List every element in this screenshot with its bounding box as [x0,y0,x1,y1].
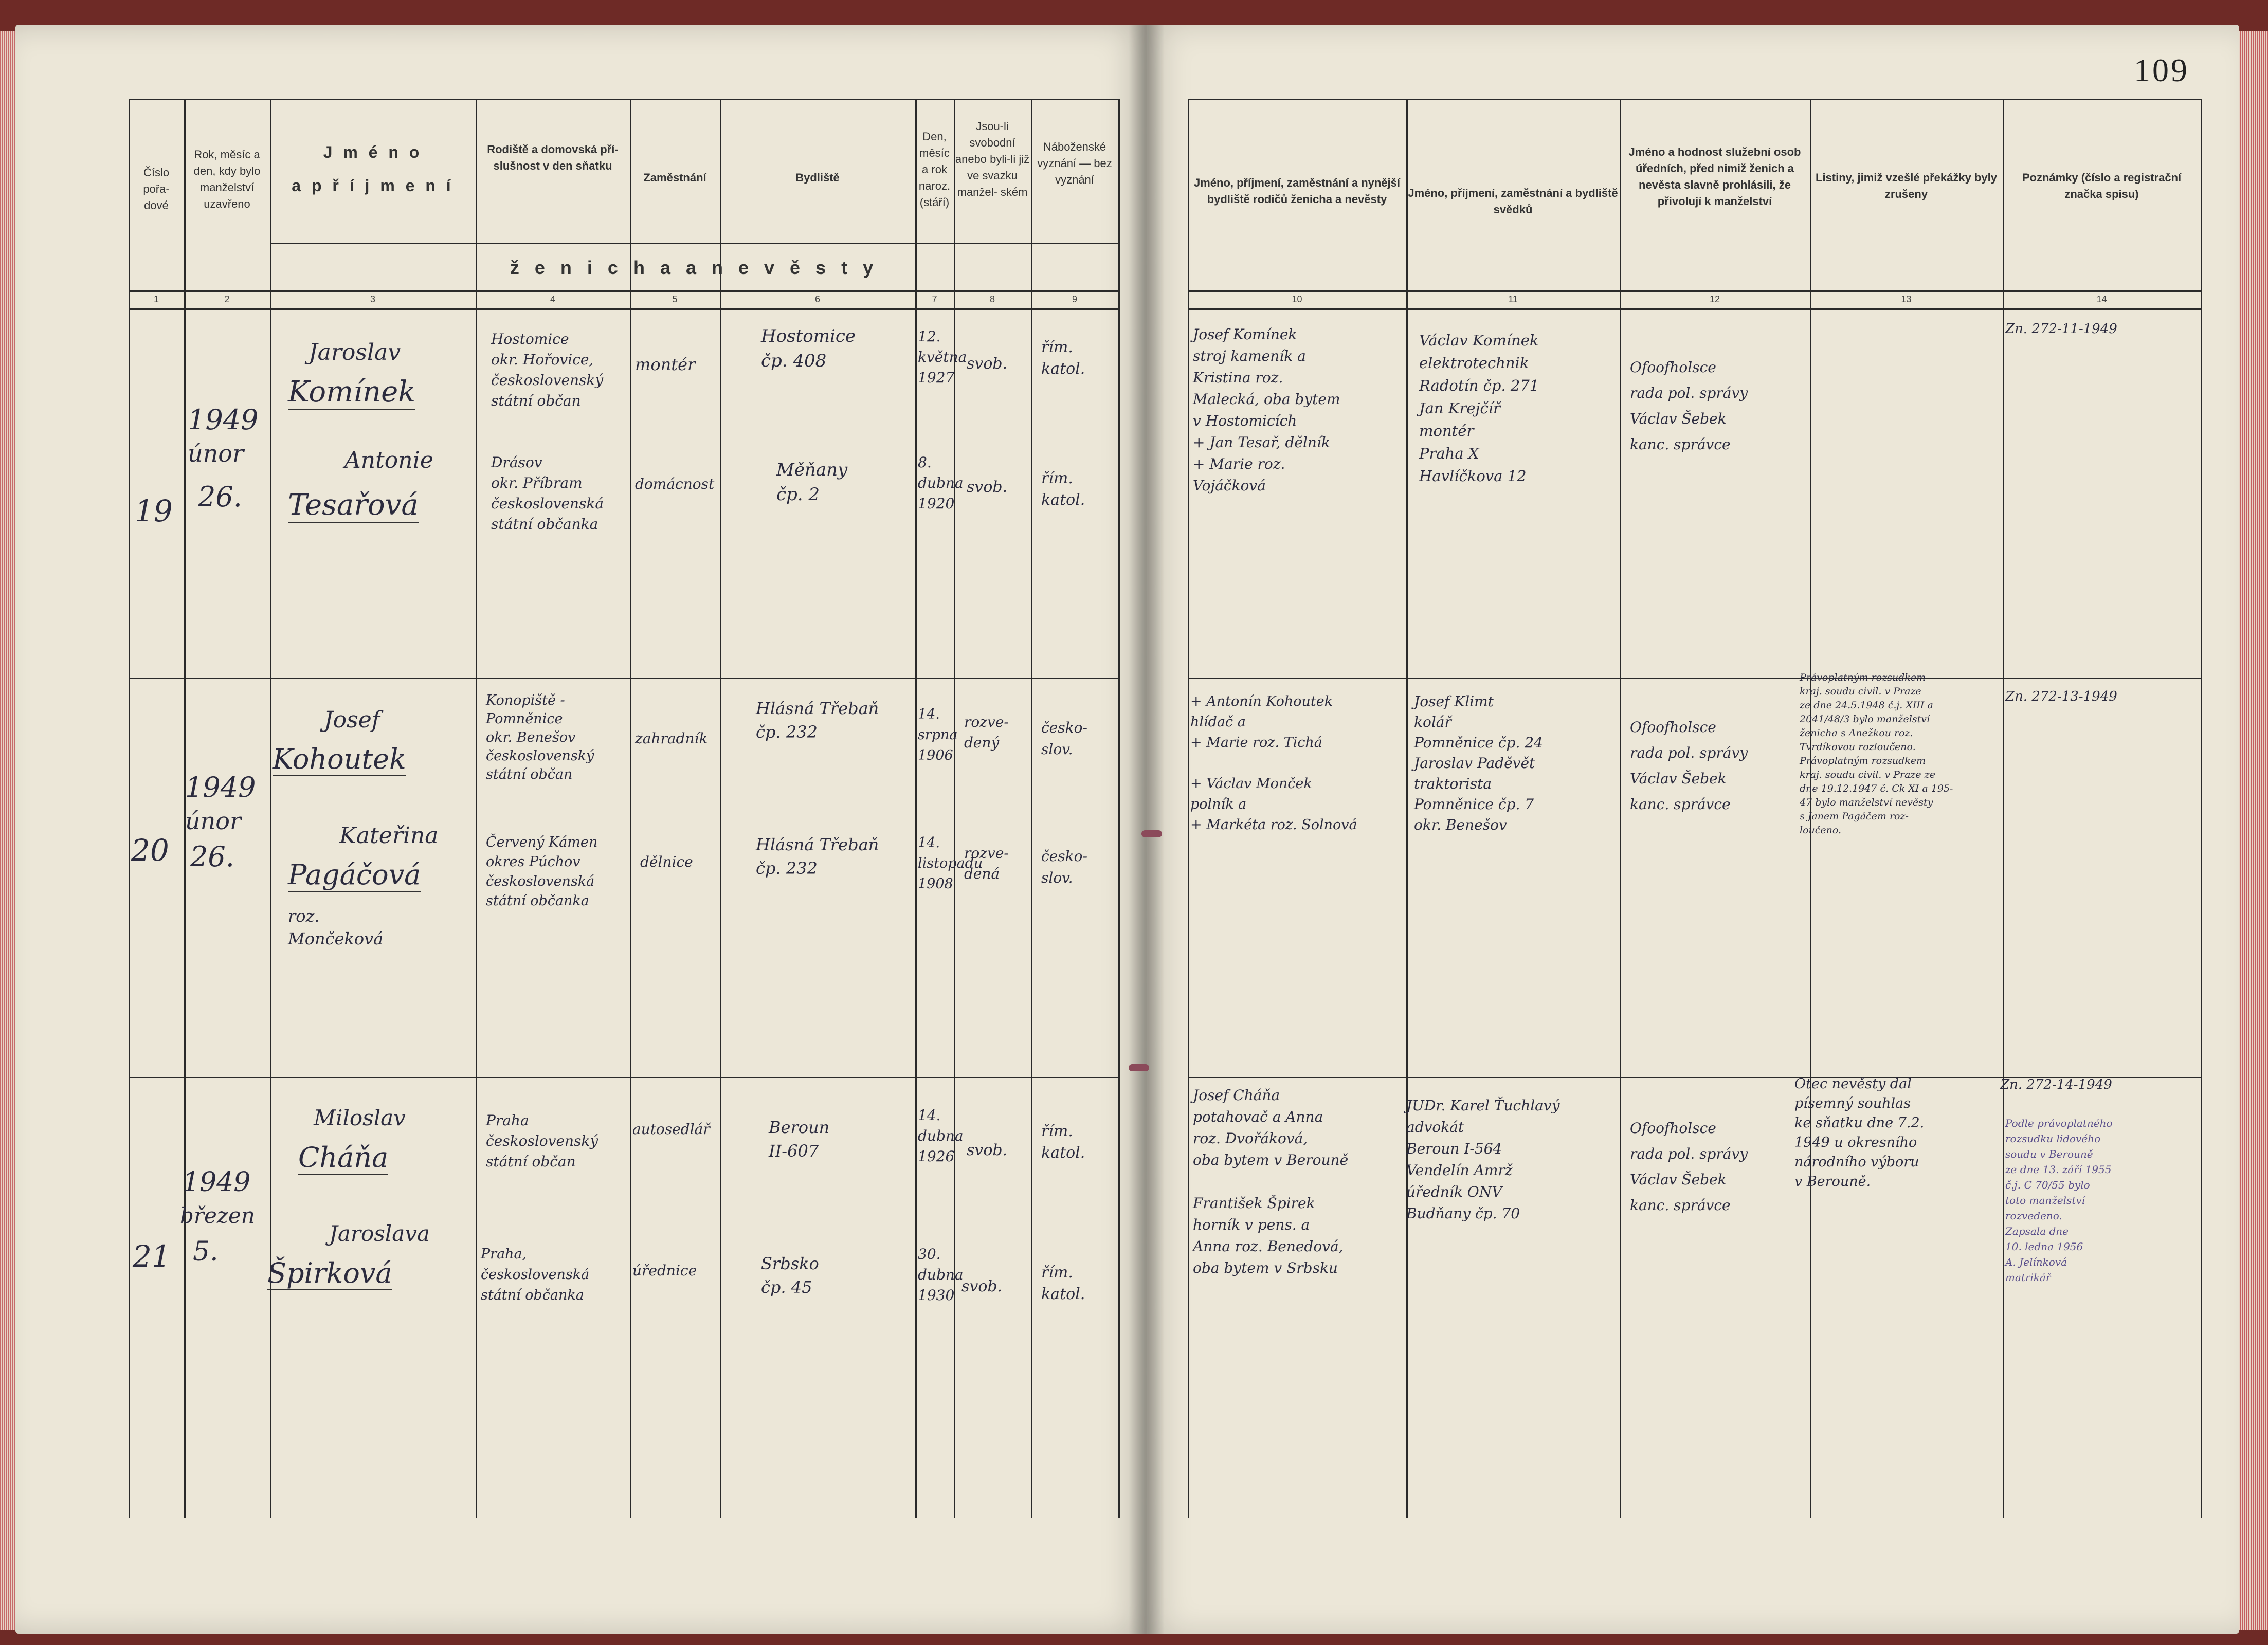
groom-religion: řím. katol. [1041,338,1085,378]
entry-number: 19 [135,494,173,528]
table-left-border [129,99,130,1518]
annotation-divorce-note: Podle právoplatného rozsudku lidového soudu v Berouně ze dne 13. září 1955 č.j. C 70/55 bylo toto manželství rozvedeno. Zapsala dne 10. ledna 1956 A. Jelínková matrikář [2005,1117,2113,1284]
parents: Josef Cháňa potahovač a Anna roz. Dvořáková, oba bytem v Berouně František Špirek horník v pens. a Anna roz. Benedová, oba bytem v Srbsku [1193,1087,1349,1276]
documents: Otec nevěsty dal písemný souhlas ke sňatku dne 7.2. 1949 u okresního národního výboru v Berouně. [1794,1076,1925,1190]
entry-day: 26. [190,840,234,873]
officials: Ofoofholsce rada pol. správy Václav Šebek kanc. správce [1630,719,1748,813]
bride-birthplace: Drásov okr. Příbram československá státní občanka [491,454,604,533]
header-officials: Jméno a hodnost služební osob úředních, před nimiž ženich a nevěsta slavně prohlásili, že přivolují k manželství [1628,145,1801,208]
parents: + Antonín Kohoutek hlídač a + Marie roz. Tichá + Václav Monček polník a + Markéta roz. Solnová [1190,693,1357,833]
column-number: 14 [2096,294,2107,304]
groom-occupation: montér [635,355,696,374]
bride-birthdate: 8. dubna 1920 [918,454,964,512]
groom-birthplace: Hostomice okr. Hořovice, československý státní občan [491,331,604,409]
colno-top-line-right [1188,290,2201,292]
groom-residence: Hostomice čp. 408 [761,326,856,371]
groom-first-name: Jaroslav [309,339,401,365]
entry-day: 5. [193,1236,219,1267]
notes: Zn. 272-14-1949 [2000,1077,2112,1092]
column-number: 7 [932,294,937,304]
entry-year: 1949 [185,771,256,803]
column-number: 3 [370,294,375,304]
bride-birthdate: 14. listopadu 1908 [918,835,983,892]
groom-surname: Kohoutek [273,743,406,775]
officials: Ofoofholsce rada pol. správy Václav Šebek kanc. správce [1630,1120,1748,1214]
groom-birthdate: 12. května 1927 [918,328,967,386]
groom-religion: česko- slov. [1041,719,1087,758]
header-bottom-line-right [1188,308,2201,310]
bride-religion: řím. katol. [1041,1264,1085,1303]
entry-month: únor [188,440,244,467]
binding-stitch [1129,1064,1149,1071]
entry-month: únor [185,807,241,835]
groom-first-name: Miloslav [314,1105,406,1130]
right-page-edge [2239,31,2268,1630]
header-surname: a p ř í j m e n í [292,176,454,195]
column-number: 5 [672,294,678,304]
col-divider [720,99,721,1518]
groom-occupation: zahradník [635,730,708,747]
bride-birthdate: 30. dubna 1930 [918,1246,964,1304]
column-number: 12 [1709,294,1720,304]
binding-stitch [1141,830,1162,837]
groom-residence: Beroun II-607 [769,1118,830,1161]
column-number: 6 [814,294,820,304]
col-divider [915,99,917,1518]
bride-surname: Špirková [267,1257,392,1289]
header-residence: Bydliště [795,171,840,184]
header-notes: Poznámky (číslo a registrační značka spisu) [2022,171,2182,200]
table-top-line-right [1188,99,2201,100]
groom-surname: Cháňa [298,1141,389,1174]
span-line-left [270,243,1118,244]
header-religion: Náboženské vyznání — bez vyznání [1037,140,1112,186]
bride-maiden-name: roz. Mončeková [288,906,384,948]
entry-separator-left [129,1077,1118,1078]
witnesses: JUDr. Karel Ťuchlavý advokát Beroun I-564 Vendelín Amrž úředník ONV Budňany čp. 70 [1406,1097,1560,1222]
groom-status: rozve- dený [964,714,1009,751]
bride-surname: Tesařová [288,488,419,522]
entry-separator-right [1188,678,2201,679]
column-number: 8 [989,294,995,304]
bride-residence: Srbsko čp. 45 [761,1254,819,1297]
groom-religion: řím. katol. [1041,1122,1085,1162]
column-number: 2 [224,294,230,304]
column-number: 11 [1508,294,1518,304]
table-top-line-left [129,99,1118,100]
groom-status: svob. [967,1141,1008,1159]
entry-number: 21 [133,1239,171,1274]
colno-top-line-left [129,290,1118,292]
header-birthdate: Den, měsíc a rok naroz. (stáří) [918,130,951,209]
groom-birthplace: Praha československý státní občan [486,1112,598,1170]
bride-status: svob. [967,478,1008,496]
bride-occupation: úřednice [632,1262,697,1279]
bride-occupation: domácnost [635,476,715,492]
bride-first-name: Jaroslava [329,1221,430,1246]
header-parents: Jméno, příjmení, zaměstnání a nynější bydliště rodičů ženicha a nevěsty [1193,176,1401,206]
groom-birthdate: 14. dubna 1926 [918,1107,964,1165]
page-number: 109 [2134,52,2189,88]
bride-residence: Měňany čp. 2 [776,460,848,505]
col-divider [1406,99,1408,1518]
col-divider [630,99,631,1518]
entry-day: 26. [198,481,242,513]
groom-status: svob. [967,355,1008,373]
header-documents: Listiny, jimiž vzešlé překážky byly zrušeny [1816,171,1997,200]
groom-birthdate: 14. srpna 1906 [918,706,958,763]
header-witnesses: Jméno, příjmení, zaměstnání a bydliště svědků [1408,187,1618,216]
header-marital-status: Jsou-li svobodní anebo byli-li již ve svazku manžel- ském [955,120,1030,198]
header-birthplace: Rodiště a domovská pří- slušnost v den sňatku [487,143,619,172]
header-name: J m é n o [323,143,423,161]
bride-birthplace: Praha, československá státní občanka [481,1246,590,1303]
groom-surname: Komínek [288,375,416,409]
col-divider [476,99,477,1518]
notes: Zn. 272-11-1949 [2005,321,2117,337]
entry-month: březen [180,1203,255,1228]
bride-residence: Hlásná Třebaň čp. 232 [756,835,879,878]
bride-religion: řím. katol. [1041,469,1085,509]
notes: Zn. 272-13-1949 [2005,689,2117,704]
entry-separator-left [129,678,1118,679]
book-gutter [1129,25,1165,1634]
entry-number: 20 [131,833,169,868]
documents: Právoplatným rozsudkem kraj. soudu civil. v Praze ze dne 24.5.1948 č.j. XIII a 2041/48/3 bylo manželství ženicha s Anežkou roz. Tvrdíkovou rozloučeno. Právoplatným rozsudkem kraj. soudu civil. v Praze ze dne 19.12.1947 č. Ck XI a 195- 47 bylo manželství nevěsty s Janem Pagáčem roz- loučeno. [1800,672,1953,836]
officials: Ofoofholsce rada pol. správy Václav Šebek kanc. správce [1630,359,1748,453]
table-left-border-right [1188,99,1189,1518]
column-number: 13 [1901,294,1912,304]
bride-birthplace: Červený Kámen okres Púchov československá státní občanka [486,834,598,909]
bride-status: svob. [961,1277,1003,1295]
witnesses: Josef Klimt kolář Pomněnice čp. 24 Jaroslav Paděvět traktorista Pomněnice čp. 7 okr. Benešov [1414,693,1543,833]
col-divider [270,99,271,1518]
groom-occupation: autosedlář [632,1121,710,1138]
header-bottom-line-left [129,308,1118,310]
groom-birthplace: Konopiště - Pomněnice okr. Benešov československý státní občan [486,692,594,782]
witnesses: Václav Komínek elektrotechnik Radotín čp. 271 Jan Krejčíř montér Praha X Havlíčkova 12 [1419,332,1539,485]
entry-year: 1949 [183,1167,251,1198]
header-date: Rok, měsíc a den, kdy bylo manželství uzavřeno [193,148,261,210]
bride-first-name: Kateřina [339,822,439,849]
bride-status: rozve- dená [964,845,1009,882]
parents: Josef Komínek stroj kameník a Kristina roz. Malecká, oba bytem v Hostomicích + Jan Tesař, dělník + Marie roz. Vojáčková [1193,326,1340,494]
column-number: 9 [1072,294,1077,304]
left-page-edge [0,31,15,1630]
bride-surname: Pagáčová [288,858,421,891]
entry-year: 1949 [188,404,259,436]
header-number: Číslo pořa- dové [143,166,170,212]
groom-residence: Hlásná Třebaň čp. 232 [756,699,879,742]
col-divider [2003,99,2004,1518]
groom-first-name: Josef [324,707,380,733]
column-number: 4 [550,294,555,304]
table-right-border [2201,99,2202,1518]
column-number: 1 [153,294,159,304]
bride-occupation: dělnice [640,853,693,870]
col-divider [1031,99,1032,1518]
col-divider [1620,99,1621,1518]
table-right-border-left [1118,99,1120,1518]
bride-first-name: Antonie [344,447,433,473]
header-occupation: Zaměstnání [643,171,706,184]
column-number: 10 [1292,294,1302,304]
bride-religion: česko- slov. [1041,848,1087,886]
header-groom-bride-span: ž e n i c h a a n e v ě s t y [510,257,879,278]
